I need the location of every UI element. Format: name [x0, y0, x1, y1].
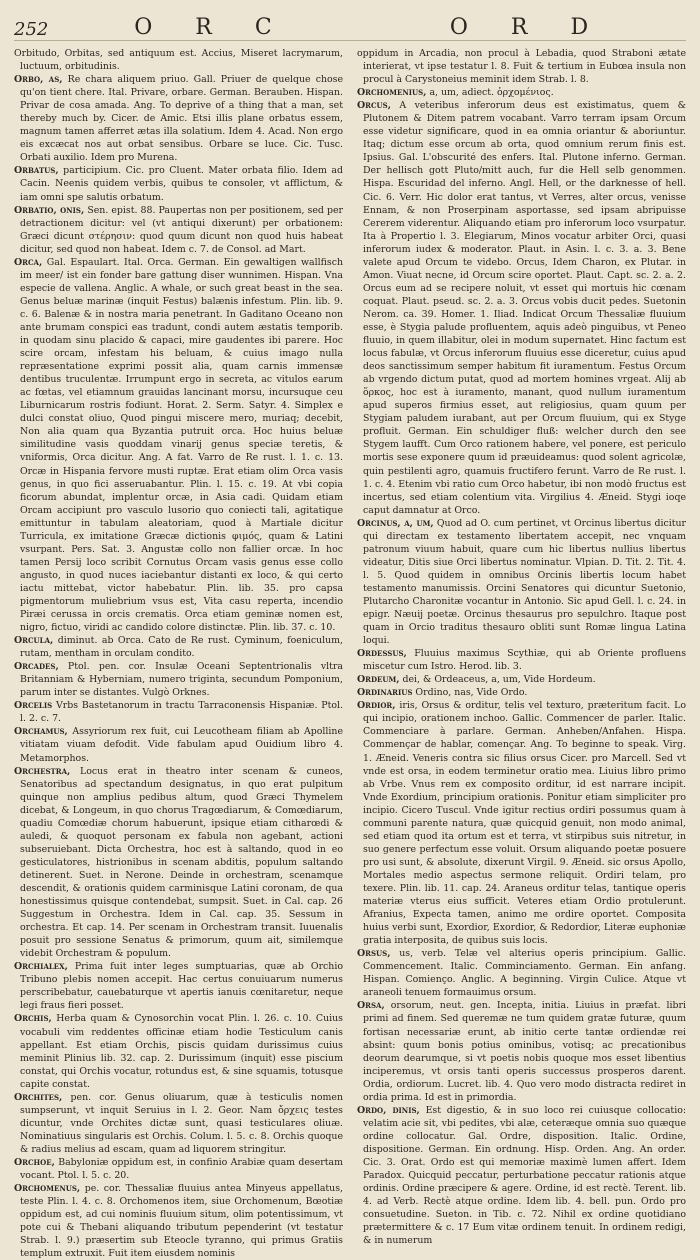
- entry-text: Est digestio, & in suo loco rei cuiusque collocatio: velatim acie sit, vbi pedites, vbi alæ, ceteræque omnia suo quæque ordine collocatur. Gal. Ordre, disposition. Italic. Ordine, dispositione. German. Ein ordnung. Hisp. Orden. Ang. An order. Cic. 3. Orat. Ordo est qui memoriæ maximè lumen affert. Idem Paradox. Quicquid peccatur, perturbatione peccatur rationis atque ordinis. Ordine præcipere & agere. Ordine, id est rectè. Terent. lib. 4. ad Verb. Rectè atque ordine. Idem lib. 4. bell. pun. Ordo pro consuetudine. Sueton. in Tib. c. 72. Nihil ex ordine quotidiano prætermittere & c. 17 Eum vitæ ordinem tenuit. In ordinem redigi, & in numerum: [363, 1104, 687, 1247]
- entry-text: Quod ad O. cum pertinet, vt Orcinus libertus dicitur qui directam ex testamento libertatem accepit, nec vnquam patronum viuum habuit, quare cum hic libertus nullius libertus videatur, Ditis siue Orci libertus nominatur. Vlpian. D. Tit. 2. Tit. 4. l. 5. Quod quidem in omnibus Orcinis libertis locum habet testamento manumissis. Orcini Senatores qui dicuntur Suetonio, Plutarcho Charonitæ vocantur in Antonio. Sic apud Gell. l. c. 24. in epigr. Næuij poetæ. Orcinus thesaurus pro sepulchro. Itaque post quam in Orcio traditus thesauro obliti sunt Romæ lingua Latina loqui.: [363, 517, 686, 647]
- running-head-right: O R D: [449, 15, 607, 40]
- dictionary-entry: [357, 517, 686, 647]
- entry-text: Herba quam & Cynosorchin vocat Plin. l. 26. c. 10. Cuius vocabuli vim reddentes officinæ etiam hodie Testiculum canis appellant. Est etiam Orchis, piscis quidam durissimus cuius meminit Plinius lib. 32. cap. 2. Durissimum (inquit) esse piscium constat, qui Orchis vocatur, rotundus est, & sine squamis, totusque capite constat.: [20, 1013, 343, 1090]
- dictionary-entry: [14, 204, 343, 256]
- entry-text: Locus erat in theatro inter scenam & cuneos, Senatoribus ad spectandum designatus, in quo erat pulpitum quinque non amplius pedibus altum, quod Græci Thymelem dicebat, & Longeum, in quo chorus Tragœdiarum, & Comœdiarum, quadiu Comœdiæ chorum habuerunt, ipsique etiam citharœdi & auledi, & quoquot personam ex fabula non agebant, actioni subseruiebant. Dicta Orchestra, hoc est à saltando, quod in eo gesticulatores, histrionibus in scenam abditis, populum saltando detinerent. Suet. in Nerone. Deinde in orchestram, scenamque descendit, & orationis quidem carminisque Latini coronam, de qua honestissimus quisque contendebat, sumpsit. Suet. in Cal. cap. 26 Suggestum in Orchestra. Idem in Cal. cap. 35. Sessum in orchestra. Et cap. 14. Per scenam in Orchestram transit. Iuuenalis posuit pro sessione Senatus & primorum, quum ait, similemque videbit Orchestram & populum.: [20, 765, 343, 960]
- dictionary-entry: [14, 164, 343, 203]
- entry-headword: Orsus,: [357, 948, 391, 960]
- entry-text: Assyriorum rex fuit, cui Leucotheam filiam ab Apolline vitiatam viuam defodit. Vide fabulam apud Ouidium libro 4. Metamorphos.: [20, 726, 344, 764]
- dictionary-entry: [14, 1012, 343, 1090]
- entry-headword: Orsa,: [357, 1000, 385, 1012]
- dictionary-entry: [14, 47, 343, 73]
- running-head-left: O R C: [134, 15, 290, 40]
- entry-headword: Ordeum,: [357, 674, 400, 686]
- entry-text: Orbitudo, Orbitas, sed antiquum est. Accius, Miseret lacrymarum, luctuum, orbitudinis.: [14, 48, 343, 73]
- entry-headword: Orca,: [14, 256, 43, 268]
- entry-headword: Orcelis: [14, 700, 53, 712]
- entry-text: pe. cor. Thessaliæ fluuius antea Minyeus appellatus, teste Plin. l. 4. c. 8. Orchomenos item, siue Orchomenum, Bœotiæ oppidum est, ad cui nominis fluuium situm, olim potentissimum, vt pote cui & Thebani aliquando tributum pependerint (vt testatur Strab. l. 9.) præsertim sub Eteocle tyranno, qui primus Gratiis templum extruxit. Fuit item eiusdem nominis: [20, 1183, 344, 1260]
- entry-text: oppidum in Arcadia, non procul à Lebadia, quod Straboni ætate interierat, vt ipse testatur l. 8. Fuit & tertium in Eubœa insula non procul à Carystoneius meminit idem Strab. l. 8.: [357, 48, 686, 86]
- dictionary-entry: [357, 999, 686, 1103]
- entry-text: a, um, adiect. ὀρχομένιος.: [429, 87, 554, 99]
- entry-headword: Orchomenus,: [14, 1183, 81, 1195]
- left-column: [14, 47, 344, 1260]
- dictionary-entry: [14, 256, 343, 634]
- dictionary-entry: [14, 1182, 343, 1260]
- entry-headword: Orbo, as,: [14, 74, 63, 86]
- dictionary-entry: [357, 86, 686, 99]
- entry-headword: Orchomenius,: [357, 87, 427, 99]
- entry-text: Sen. epist. 88. Paupertas non per positionem, sed per detractionem dicitur: vel (vt antiqui dixerunt) per orbationem: Græci dicunt στέρησιν: quod quum dicunt non quod huis habeat dicitur, sed quod non habeat. Idem c. 7. de Consol. ad Mart.: [20, 204, 343, 255]
- entry-text: participium. Cic. pro Cluent. Mater orbata filio. Idem ad Cacin. Neenis quidem verbis, quibus te consoler, vt afflictum, & iam omni spe salutis orbatum.: [20, 165, 343, 203]
- entry-headword: Orchites,: [14, 1091, 63, 1103]
- dictionary-entry: [14, 634, 343, 660]
- dictionary-entry: [14, 699, 343, 725]
- entry-text: dei, & Ordeaceus, a, um, Vide Hordeum.: [402, 674, 596, 686]
- entry-text: Re chara aliquem priuo. Gall. Priuer de quelque chose qu'on tient chere. Ital. Privare, orbare. German. Berauben. Hispan. Privar de cosa amada. Ang. To deprive of a thing that a man, set thereby much by. Cicer. de Amic. Etsi illis plane orbatus essem, magnum tamen afferret ætas illa solatium. Idem 4. Acad. Non ergo eis excæcat nos aut orbat sensibus. Orbare se luce. Cic. Tusc. Orbati auxilio. Idem pro Murena.: [20, 74, 343, 164]
- dictionary-entry: [357, 699, 686, 947]
- entry-headword: Ordinarius: [357, 687, 413, 699]
- dictionary-entry: [14, 73, 343, 164]
- entry-text: us, verb. Telæ vel alterius operis principium. Gallic. Commencement. Italic. Comminciamento. German. Ein anfang. Hispan. Comienço. Anglic. A beginning. Virgin Culice. Atque vt araneoli tenuem formauimus orsum.: [363, 948, 686, 999]
- dictionary-entry: [357, 947, 686, 999]
- entry-text: Fluuius maximus Scythiæ, qui ab Oriente profluens miscetur cum Istro. Herod. lib. 3.: [363, 648, 687, 673]
- entry-text: Ptol. pen. cor. Insulæ Oceani Septentrionalis vltra Britanniam & Hyberniam, numero triginta, secundum Pomponium, parum inter se distantes. Vulgò Orknes.: [20, 661, 343, 699]
- entry-headword: Orcades,: [14, 661, 59, 673]
- entry-headword: Orchoe,: [14, 1156, 55, 1168]
- entry-headword: Orchamus,: [14, 726, 68, 738]
- entry-text: pen. cor. Genus oliuarum, quæ à testiculis nomen sumpserunt, vt inquit Seruius in l. 2. Geor. Nam ὄρχεις testes dicuntur, vnde Orchites dictæ sunt, quasi testiculares oliuæ. Nominatiuus singularis est Orchis. Colum. l. 5. c. 8. Orchis quoque & radius melius ad escam, quam ad liquorem stringitur.: [20, 1091, 343, 1155]
- entry-headword: Orcula,: [14, 635, 54, 647]
- page-header: [14, 10, 686, 41]
- entry-headword: Ordior,: [357, 700, 396, 712]
- entry-headword: Ordessus,: [357, 648, 407, 660]
- dictionary-entry: [357, 686, 686, 699]
- dictionary-entry: [14, 725, 343, 764]
- entry-headword: Ordo, dinis,: [357, 1104, 420, 1116]
- entry-headword: Orcus,: [357, 100, 391, 112]
- entry-text: A veteribus inferorum deus est existimatus, quem & Plutonem & Ditem patrem vocabant. Varro terram ipsam Orcum esse videtur significare, quod in ea omnia oriantur & aboriuntur. Itaq; dictum esse orcum ab orta, quod omnium rerum finis est. Ipsius. Gal. L'obscurité des enfers. Ital. Plutone inferno. German. Der hellisch gott Pluto/mitt auch, fur die Hell selb genommen. Hispa. Escuridad del inferno. Angl. Hell, or the darknesse of hell. Cic. 6. Verr. Hic dolor erat tantus, vt Verres, alter orcus, venisse Ennam, & non Proserpinam asportasse, sed ipsam abripuisse Cererem viderentur. Aliquando etiam pro inferorum loco vsurpatur. Ita à Propertio l. 3. Elegiarum, Minos vocatur arbiter Orci, quasi inferorum iudex & moderator. Plaut. in Asin. l. c. 3. a. 3. Bene valete apud Orcum te videbo. Orcus, Idem Charon, ex Plutar. in Amon. Viuat necne, id Orcum scire oportet. Plaut. Capt. sc. 2. a. 2. Orcus eum ad se recipere noluit, vt esset qui mortuis hic cœnam coquat. Plaut. pseud. sc. 2. a. 3. Orcus vobis ducit pedes. Suetonin Nerom. ca. 39. Homer. 1. Iliad. Indicat Orcum Thessaliæ fluuium esse, è Stygia palude profluentem, aquis adeò pinguibus, vt Peneo fluuio, in quem illabitur, olei in modum supernatet. Hinc factum est locus fabulæ, vt Orcus inferorum fluuius esse diceretur, cuius apud deos sanctissimum semper habitum fit iuramentum. Festus Orcum ab vrgendo dictum putat, quod ad mortem homines vrgeat. Alij ab ὅρκος, hoc est à iuramento, manant, quod nullum iuramentum apud superos firmius esset, aut religiosius, quam quum per Stygiam paludem iurabant, aut per Orcum fluuium, qui ex Styge profluit. German. Ein schuldiger fluß: welcher durch den see Stygem laufft. Cum Orco rationem habere, vel ponere, est periculo mortis sese exponere quum id præuideamus: quod solent agricolæ, quin pestilenti agro, quamuis fructifero ferunt. Varro de Re rust. l. 1. c. 4. Etenim vbi ratio cum Orco habetur, ibi non modò fructus est incertus, sed etiam colentium vita. Virgilius 4. Æneid. Stygi ioqe caput damnatur at Orco.: [363, 100, 686, 516]
- entry-text: Babyloniæ oppidum est, in confinio Arabiæ quam desertam vocant. Ptol. l. 5. c. 20.: [20, 1156, 343, 1182]
- dictionary-entry: [357, 99, 686, 517]
- right-column: [357, 47, 687, 1247]
- dictionary-entry: [357, 647, 686, 673]
- entry-text: Ordino, nas, Vide Ordo.: [415, 687, 528, 699]
- dictionary-entry: [357, 673, 686, 686]
- dictionary-entry: [14, 660, 343, 699]
- dictionary-entry: [14, 765, 343, 961]
- entry-text: Gal. Espaulart. Ital. Orca. German. Ein gewaltigen wallfisch im meer/ ist ein fonder bare gattung diser wunnimen. Hispan. Vna especie de vallena. Anglic. A whale, or such great beast in the sea. Genus beluæ marinæ (inquit Festus) balænis infestum. Plin. lib. 9. c. 6. Balenæ & in nostra maria penetrant. In Gaditano Oceano non ante brumam conspici eas tradunt, condi autem æstatis temporib. in quodam sinu placido & capaci, mire gaudentes ibi parere. Hoc scire orcam, infestam his beluam, & cuius imago nulla repræsentatione exprimi possit alia, quam carnis immensæ dentibus truculentæ. Irrumpunt ergo in secreta, ac vitulos earum ac fœtas, vel etiamnum grauidas lancinant morsu, incursuque ceu Liburnicarum rostris fodiunt. Horat. 2. Serm. Satyr. 4. Simplex e dulci constat oliuo, Quod pingui miscere mero, muriaq; decebit, Non alia quam qua Byzantia putruit orca. Hoc huius beluæ similitudine vasis quoddam vinarij genus speciæ teretis, & vniformis, Orca dicitur. Ang. A fat. Varro de Re rust. l. 1. c. 13. Orcæ in Hispania fervore musti ruptæ. Erat etiam olim Orca vasis genus, in quo fici asseruabantur. Plin. l. 15. c. 19. At vbi copia ficorum abundat, implentur orcæ, in Asia cadi. Quidam etiam Orcam accipiunt pro vasculo lusorio quo coniecti tali, agitatique emittuntur in tabulam aleatoriam, quod à Martiale dicitur Turricula, ex imitatione Græcæ dictionis φιμός, quam & Latini vsurpant. Pers. Sat. 3. Angustæ collo non fallier orcæ. In hoc tamen Persij loco scribit Cornutus Orcam vasis genus esse collo angusto, in quod nuces iaciebantur distanti ex loco, & qui certo iactu mittebat, victor habebatur. Plin. lib. 35. pro capsa pigmentorum muliebrium vsus est, Vita casu reperta, incendio Piræi cerussa in orcis crematis. Orca etiam geminæ nomen est, nigro, fictuo, viridi ac candido colore distinctæ. Plin. lib. 37. c. 10.: [20, 256, 343, 634]
- entry-text: Prima fuit inter leges sumptuarias, quæ ab Orchio Tribuno plebis nomen accepit. Hac certus conuiuarum numerus perscribebatur, cauebaturque vt apertis ianuis cœnitaretur, neque legi fraus fieri posset.: [20, 961, 343, 1012]
- dictionary-entry: [14, 1156, 343, 1182]
- entry-headword: Orchialex,: [14, 961, 68, 973]
- text-columns: [14, 41, 687, 1260]
- entry-headword: Orcinus, a, um,: [357, 517, 434, 529]
- dictionary-entry: [14, 960, 343, 1012]
- entry-headword: Orchestra,: [14, 765, 71, 777]
- entry-text: iris, Orsus & orditur, telis vel texturo, præteritum facit. Lo qui incipio, orationem inchoo. Gallic. Commencer de parler. Italic. Commenciare à parlare. German. Anheben/Anfahen. Hispa. Commençar de hablar, començar. Ang. To beginne to speak. Virg. 1. Æneid. Veneris contra sic filius orsus Cicer. pro Marcell. Sed vt vnde est orsa, in eodem terminetur oratio mea. Liuius libro primo ab Vrbe. Vnus rem ex composito orditur, id est narrare incipit. Vnde Exordium, principium orationis. Ponitur etiam simpliciter pro incipio. Cicero Tuscul. Vnde igitur rectius ordiri possumus quam à communi parente natura, quæ quicquid genuit, non modo animal, sed etiam quod ita ortum est et terra, vt stirpibus suis nitretur, in suo genere perfectum esse voluit. Orsum aliquando poetæ posuere pro usi sunt, & absolute, dixerunt Virgil. 9. Æneid. sic orsus Apollo, Mortales medio aspectus sermone reliquit. Ordiri telam, pro texere. Plin. lib. 11. cap. 24. Araneus orditur telas, tantique operis materiæ vterus eius sufficit. Veteres etiam Ordio protulerunt. Afranius, Expecta tamen, animo me ordire oportet. Composita huius verbi sunt, Exordior, Exordior, & Redordior, Literæ euphoniæ gratia interposita, de quibus suis locis.: [363, 700, 686, 947]
- page-number: 252: [14, 19, 49, 40]
- dictionary-entry: [14, 1091, 343, 1156]
- dictionary-entry: [357, 1104, 686, 1248]
- entry-text: orsorum, neut. gen. Incepta, initia. Liuius in præfat. libri primi ad finem. Sed queremæ ne tum quidem gratæ futuræ, quum fortisan necessariæ erunt, ab initio certe tantæ ordiendæ rei absint: quum bonis potius ominibus, votisq; ac precationibus deorum dearumque, si vt poetis nobis quoque mos esset libentius inciperemus, vt orsis tanti operis successus prosperos darent. Ordia, ordiorum. Lucret. lib. 4. Quo vero modo distracta rediret in ordia prima. Id est in primordia.: [363, 1000, 686, 1103]
- entry-headword: Orchis,: [14, 1013, 52, 1025]
- entry-headword: Orbatio, onis,: [14, 204, 85, 216]
- entry-text: Vrbs Bastetanorum in tractu Tarraconensis Hispaniæ. Ptol. l. 2. c. 7.: [20, 700, 343, 725]
- entry-headword: Orbatus,: [14, 165, 59, 177]
- dictionary-entry: [357, 47, 686, 86]
- entry-text: diminut. ab Orca. Cato de Re rust. Cyminum, foeniculum, rutam, mentham in orculam condito.: [20, 635, 344, 660]
